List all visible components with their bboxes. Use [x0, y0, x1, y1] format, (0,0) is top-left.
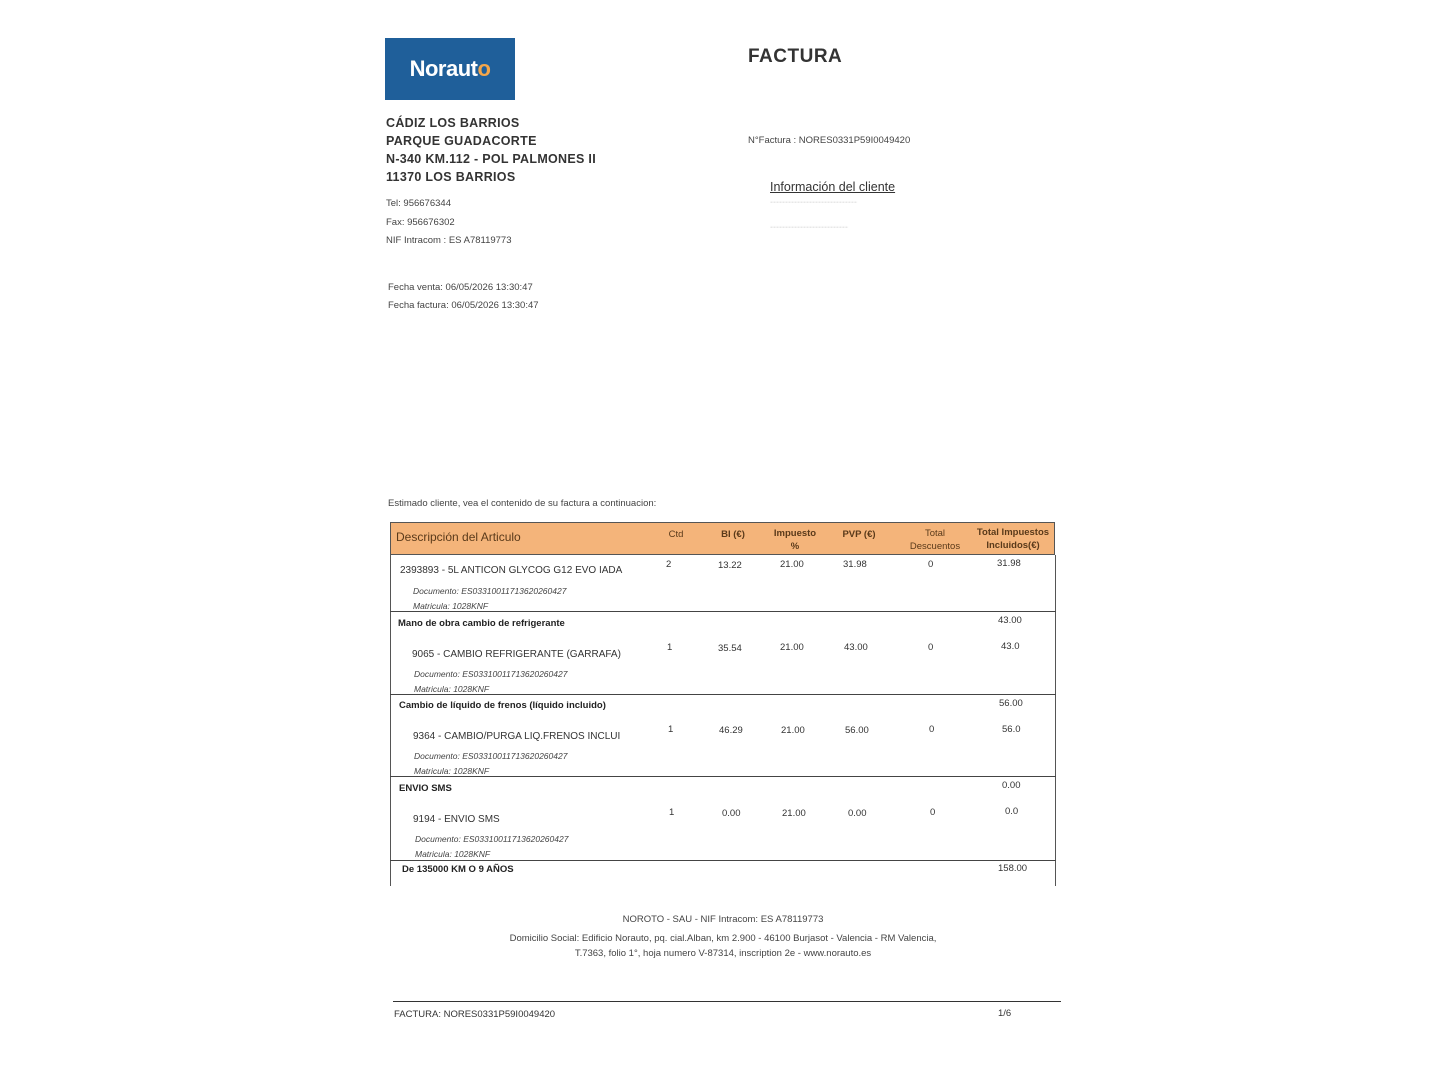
table-header	[390, 522, 1055, 555]
store-fax: Fax: 956676302	[386, 216, 455, 228]
store-contact	[386, 195, 512, 251]
row-description: 2393893 - 5L ANTICON GLYCOG G12 EVO IADA	[400, 565, 623, 576]
redacted-client-name: ·····························	[770, 197, 857, 203]
row-total: 31.98	[997, 558, 1021, 569]
invoice-number: N°Factura : NORES0331P59I0049420	[748, 135, 911, 146]
row-document: Documento: ES03310011713620260427	[415, 834, 569, 844]
row-qty: 1	[667, 642, 673, 653]
row-document: Documento: ES03310011713620260427	[413, 586, 567, 596]
row-plate: Matricula: 1028KNF	[414, 766, 490, 776]
row-divider	[390, 694, 1056, 695]
group-total: 0.00	[1002, 780, 1021, 791]
logo-text: Norauto	[409, 56, 491, 81]
row-tax: 21.00	[782, 808, 806, 819]
redacted-client-address: ··························	[770, 222, 848, 228]
row-qty: 1	[669, 807, 675, 818]
row-divider	[390, 776, 1056, 777]
footer-invoice-ref: FACTURA: NORES0331P59I0049420	[394, 1009, 556, 1020]
store-tel: Tel: 956676344	[386, 198, 451, 209]
document-title: FACTURA	[748, 46, 843, 67]
row-pvp: 43.00	[844, 642, 868, 653]
row-total: 0.0	[1005, 806, 1019, 817]
invoice-date: Fecha factura: 06/05/2026 13:30:47	[388, 300, 539, 311]
invoice-table	[390, 522, 1056, 886]
row-tax: 21.00	[781, 725, 805, 736]
store-line: PARQUE GUADACORTE	[386, 134, 537, 148]
intro-text: Estimado cliente, vea el contenido de su factura a continuacion:	[388, 498, 657, 509]
row-bi: 0.00	[722, 808, 741, 819]
store-line: 11370 LOS BARRIOS	[386, 170, 516, 184]
row-document: Documento: ES03310011713620260427	[414, 669, 568, 679]
page-number: 1/6	[998, 1008, 1012, 1019]
row-divider	[390, 860, 1056, 861]
company-line: NOROTO - SAU - NIF Intracom: ES A78119773	[622, 914, 824, 925]
summary-label: De 135000 KM O 9 AÑOS	[402, 864, 514, 875]
row-plate: Matricula: 1028KNF	[415, 849, 491, 859]
header-discount: Total Descuentos	[909, 528, 961, 552]
row-pvp: 31.98	[843, 559, 867, 570]
row-qty: 2	[666, 559, 672, 570]
header-description: Descripción del Articulo	[396, 530, 521, 544]
invoice-dates	[388, 279, 539, 315]
store-line: CÁDIZ LOS BARRIOS	[386, 116, 520, 130]
row-plate: Matricula: 1028KNF	[414, 684, 490, 694]
row-bi: 13.22	[718, 560, 742, 571]
row-description: 9364 - CAMBIO/PURGA LIQ.FRENOS INCLUI	[413, 731, 621, 742]
row-bi: 46.29	[719, 725, 743, 736]
header-tax: Impuesto %	[773, 528, 817, 552]
store-nif: NIF Intracom : ES A78119773	[386, 235, 512, 246]
norauto-logo	[385, 38, 515, 100]
group-title: Cambio de líquido de frenos (líquido incluido)	[399, 700, 606, 711]
row-divider	[390, 611, 1056, 612]
footer-divider	[393, 1001, 1061, 1002]
header-qty: Ctd	[668, 529, 684, 540]
row-discount: 0	[928, 642, 934, 653]
header-pvp: PVP (€)	[842, 529, 876, 540]
summary-total: 158.00	[998, 863, 1028, 874]
group-title: Mano de obra cambio de refrigerante	[398, 618, 565, 629]
row-pvp: 56.00	[845, 725, 869, 736]
sale-date: Fecha venta: 06/05/2026 13:30:47	[388, 282, 533, 293]
row-document: Documento: ES03310011713620260427	[414, 751, 568, 761]
header-bi: BI (€)	[721, 529, 745, 540]
row-total: 56.0	[1002, 724, 1021, 735]
store-address	[386, 114, 596, 186]
row-total: 43.0	[1001, 641, 1020, 652]
group-title: ENVIO SMS	[399, 783, 452, 794]
store-line: N-340 KM.112 - POL PALMONES II	[386, 152, 596, 166]
row-description: 9194 - ENVIO SMS	[413, 814, 500, 825]
row-tax: 21.00	[780, 559, 804, 570]
row-description: 9065 - CAMBIO REFRIGERANTE (GARRAFA)	[412, 649, 621, 660]
legal-footer	[390, 912, 1056, 961]
registry-line: T.7363, folio 1°, hoja numero V-87314, inscription 2e - www.norauto.es	[574, 948, 872, 959]
row-pvp: 0.00	[848, 808, 867, 819]
row-tax: 21.00	[780, 642, 804, 653]
row-discount: 0	[930, 807, 936, 818]
row-discount: 0	[928, 559, 934, 570]
address-line: Domicilio Social: Edificio Norauto, pq. cial.Alban, km 2.900 - 46100 Burjasot - Valencia - RM Valencia,	[509, 933, 937, 944]
row-plate: Matricula: 1028KNF	[413, 601, 489, 611]
group-total: 43.00	[998, 615, 1022, 626]
row-discount: 0	[929, 724, 935, 735]
group-total: 56.00	[999, 698, 1023, 709]
row-qty: 1	[668, 724, 674, 735]
client-info-heading: Información del cliente	[770, 180, 896, 194]
row-bi: 35.54	[718, 643, 742, 654]
header-total: Total Impuestos Incluidos(€)	[976, 527, 1050, 551]
